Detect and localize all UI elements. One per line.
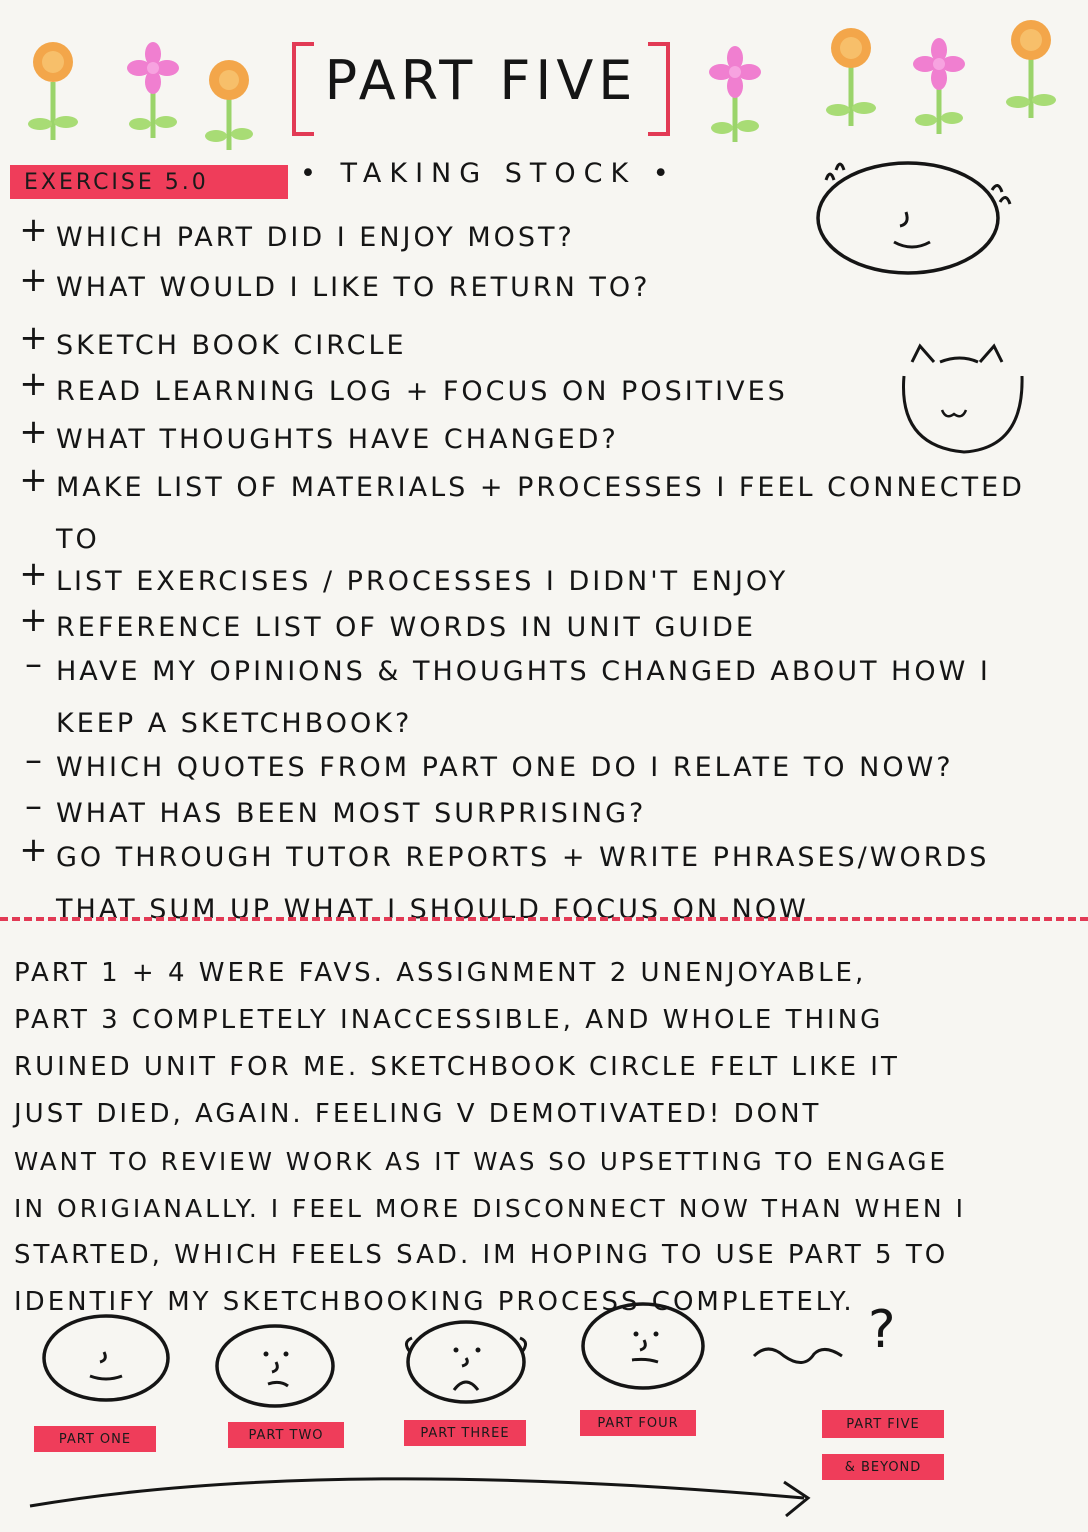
pink-flower-icon	[118, 40, 188, 140]
list-bullet: +	[19, 554, 51, 594]
list-item-text: GO THROUGH TUTOR REPORTS + WRITE PHRASES/WORDS THAT SUM UP WHAT I SHOULD FOCUS ON NOW	[56, 842, 990, 925]
pink-flower-icon	[904, 36, 974, 136]
list-item-text: HAVE MY OPINIONS & THOUGHTS CHANGED ABOUT HOW I KEEP A SKETCHBOOK?	[56, 656, 991, 739]
list-bullet: –	[25, 786, 45, 826]
list-item	[14, 462, 1076, 566]
reflection-text	[14, 950, 1074, 1326]
list-bullet: +	[19, 412, 51, 452]
list-item-text: LIST EXERCISES / PROCESSES I DIDN'T ENJOY	[56, 566, 789, 597]
happy-face-icon	[36, 1308, 176, 1408]
list-bullet: –	[25, 740, 45, 780]
reflection-line: PART 1 + 4 WERE FAVS. ASSIGNMENT 2 UNENJOYABLE,	[14, 958, 867, 988]
list-item-text: MAKE LIST OF MATERIALS + PROCESSES I FEEL CONNECTED TO	[56, 472, 1025, 555]
exercise-tag: EXERCISE 5.0	[10, 165, 288, 199]
reflection-line: PART 3 COMPLETELY INACCESSIBLE, AND WHOLE THING	[14, 1005, 884, 1035]
timeline-label-part-four: PART FOUR	[580, 1410, 696, 1436]
list-bullet: +	[19, 830, 51, 870]
timeline-label-part-one: PART ONE	[34, 1426, 156, 1452]
timeline-label-part-five: PART FIVE	[822, 1410, 944, 1438]
orange-flower-icon	[18, 32, 88, 142]
list-item-text: WHAT WOULD I LIKE TO RETURN TO?	[56, 272, 651, 303]
list-bullet: +	[19, 318, 51, 358]
list-item-text: READ LEARNING LOG + FOCUS ON POSITIVES	[56, 376, 788, 407]
list-bullet: +	[19, 210, 51, 250]
timeline-label-part-three: PART THREE	[404, 1420, 526, 1446]
list-item	[14, 262, 1076, 314]
reflection-line: JUST DIED, AGAIN. FEELING V DEMOTIVATED! DONT	[14, 1099, 822, 1129]
question-mark: ?	[868, 1300, 899, 1360]
orange-flower-icon	[194, 52, 264, 152]
list-item	[14, 212, 1076, 264]
list-bullet: +	[19, 364, 51, 404]
list-item	[14, 366, 1076, 418]
neutral-face-icon	[210, 1318, 340, 1414]
reflection-line: IDENTIFY MY SKETCHBOOKING PROCESS COMPLETELY.	[14, 1287, 855, 1317]
reflection-line: WANT TO REVIEW WORK AS IT WAS SO UPSETTING TO ENGAGE	[14, 1147, 949, 1176]
orange-flower-icon	[996, 10, 1066, 120]
timeline-label-part-two: PART TWO	[228, 1422, 344, 1448]
list-item	[14, 742, 1076, 794]
reflection-line: RUINED UNIT FOR ME. SKETCHBOOK CIRCLE FELT LIKE IT	[14, 1052, 900, 1082]
list-item-text: WHAT THOUGHTS HAVE CHANGED?	[56, 424, 619, 455]
page-title-block	[292, 28, 670, 132]
list-item-text: WHICH PART DID I ENJOY MOST?	[56, 222, 575, 253]
list-item-text: WHICH QUOTES FROM PART ONE DO I RELATE TO NOW?	[56, 752, 954, 783]
pink-flower-icon	[700, 44, 770, 144]
page-title: PART FIVE	[324, 48, 638, 112]
list-bullet: +	[19, 460, 51, 500]
list-bullet: +	[19, 260, 51, 300]
uneasy-face-icon	[578, 1296, 708, 1396]
squiggle-icon	[748, 1332, 848, 1372]
exercise-title: • TAKING STOCK •	[300, 158, 677, 189]
list-item-text: REFERENCE LIST OF WORDS IN UNIT GUIDE	[56, 612, 756, 643]
list-item	[14, 556, 1076, 608]
timeline-label-beyond: & BEYOND	[822, 1454, 944, 1480]
list-item	[14, 320, 1076, 372]
list-bullet: +	[19, 600, 51, 640]
timeline-arrow-icon	[24, 1466, 824, 1526]
section-divider	[0, 917, 1088, 921]
reflection-line: STARTED, WHICH FEELS SAD. IM HOPING TO USE PART 5 TO	[14, 1240, 949, 1270]
list-item-text: WHAT HAS BEEN MOST SURPRISING?	[56, 798, 647, 829]
orange-flower-icon	[816, 18, 886, 128]
list-item	[14, 646, 1076, 750]
list-item-text: SKETCH BOOK CIRCLE	[56, 330, 407, 361]
list-item	[14, 414, 1076, 466]
reflection-line: IN ORIGIANALLY. I FEEL MORE DISCONNECT NOW THAN WHEN I	[14, 1194, 966, 1223]
list-bullet: –	[25, 644, 45, 684]
sad-face-icon	[396, 1312, 536, 1412]
